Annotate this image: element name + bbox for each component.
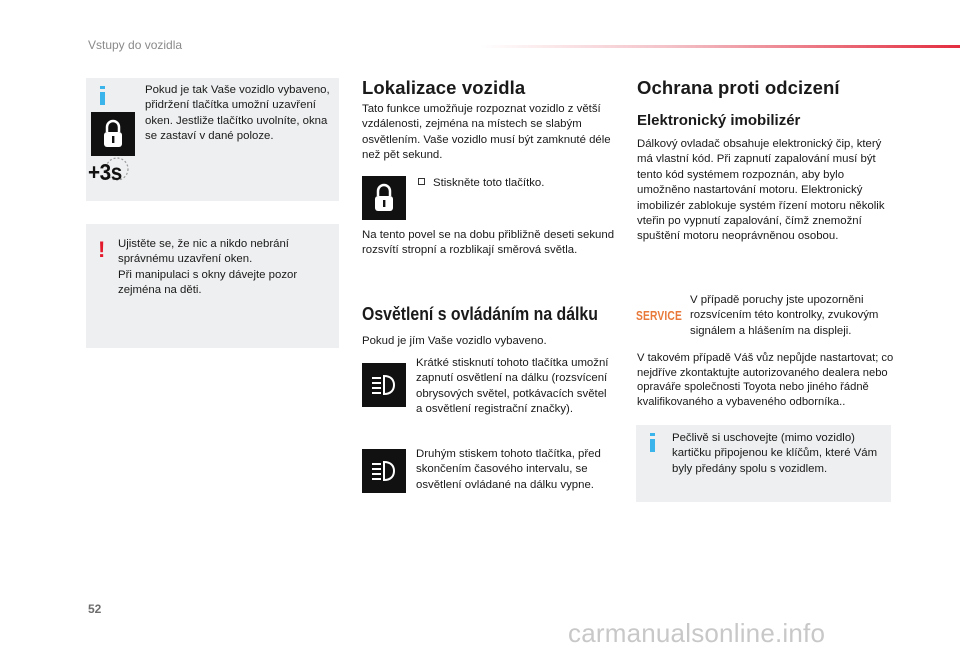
press-button-step-text: Stiskněte toto tlačítko. [433,177,545,189]
vehicle-location-title: Lokalizace vozidla [362,77,526,98]
window-warning-line1: Ujistěte se, že nic a nikdo nebrání správnému uzavření oken. [118,238,289,266]
fallback-text: V takovém případě Váš vůz nepůjde nastartovat; co nejdříve zkontaktujte autorizovaného dealera nebo opraváře společnosti Toyota nebo jiného řádně kvalifikovaného a vybaveného odborníka.. [637,352,894,408]
after-step-text: Na tento povel se na dobu přibližně deseti sekund rozsvítí stropní a rozblikají směrová světla. [362,229,615,257]
headlight-button-icon [362,363,406,407]
window-closing-text: Pokud je tak Vaše vozidlo vybaveno, přidržení tlačítka umožní uzavření oken. Jestliže tlačítko uvolníte, okna se zastaví v dané poloze. [145,84,330,143]
window-warning-text [118,237,332,299]
headlight-button-icon [362,449,406,493]
info-icon [100,86,106,105]
watermark: carmanualsonline.info [568,618,826,648]
press-button-step [418,176,618,191]
immobiliser-body: Dálkový ovladač obsahuje elektronický čip, který má vlastní kód. Při zapnutí zapalování musí být tento kód systémem rozpoznán, aby bylo umožněno nastartování motoru. Elektronický imobilizér zablokuje systém řízení motoru několik vteřin po vypnutí zapalování, čímž znemožní spuštění motoru neoprávněnou osobou. [637,138,885,243]
remote-lighting-title: Osvětlení s ovládáním na dálku [362,304,598,324]
immobiliser-subtitle: Elektronický imobilizér [637,112,801,129]
header-accent-line [480,45,960,48]
vehicle-location-intro: Tato funkce umožňuje rozpoznat vozidlo z větší vzdálenosti, zejména na místech se slabým osvětlením. Vaše vozidlo musí být zamknuté déle než pět sekund. [362,103,611,162]
window-warning-line2: Při manipulaci s okny dávejte pozor zejména na děti. [118,268,298,297]
keycard-text: Pečlivě si uschovejte (mimo vozidlo) kartičku připojenou ke klíčům, které Vám byly předány spolu s vozidlem. [672,432,878,475]
info-icon [650,433,656,452]
short-press-text: Krátké stisknutí tohoto tlačítka umožní zapnutí osvětlení na dálku (rozsvícení obrysových světel, potkávacích světel a osvětlení registrační značky). [416,357,609,416]
page-number: 52 [88,602,102,616]
step-bullet-icon [418,178,425,185]
service-warning-text: V případě poruchy jste upozorněni rozsvícením této kontrolky, zvukovým signálem a hlášením na displeji. [690,294,879,337]
anti-theft-title: Ochrana proti odcizení [637,77,840,98]
lock-button-icon [362,176,406,220]
service-warning-icon: SERVICE [636,309,682,323]
lock-button-icon [91,112,135,156]
section-header: Vstupy do vozidla [88,38,183,52]
hold-3s-label: +3s [88,159,122,185]
warning-icon: ! [98,237,106,262]
remote-lighting-intro: Pokud je jím Vaše vozidlo vybaveno. [362,335,547,347]
second-press-text: Druhým stiskem tohoto tlačítka, před skončením časového intervalu, se osvětlení ovládané na dálku vypne. [416,448,601,491]
